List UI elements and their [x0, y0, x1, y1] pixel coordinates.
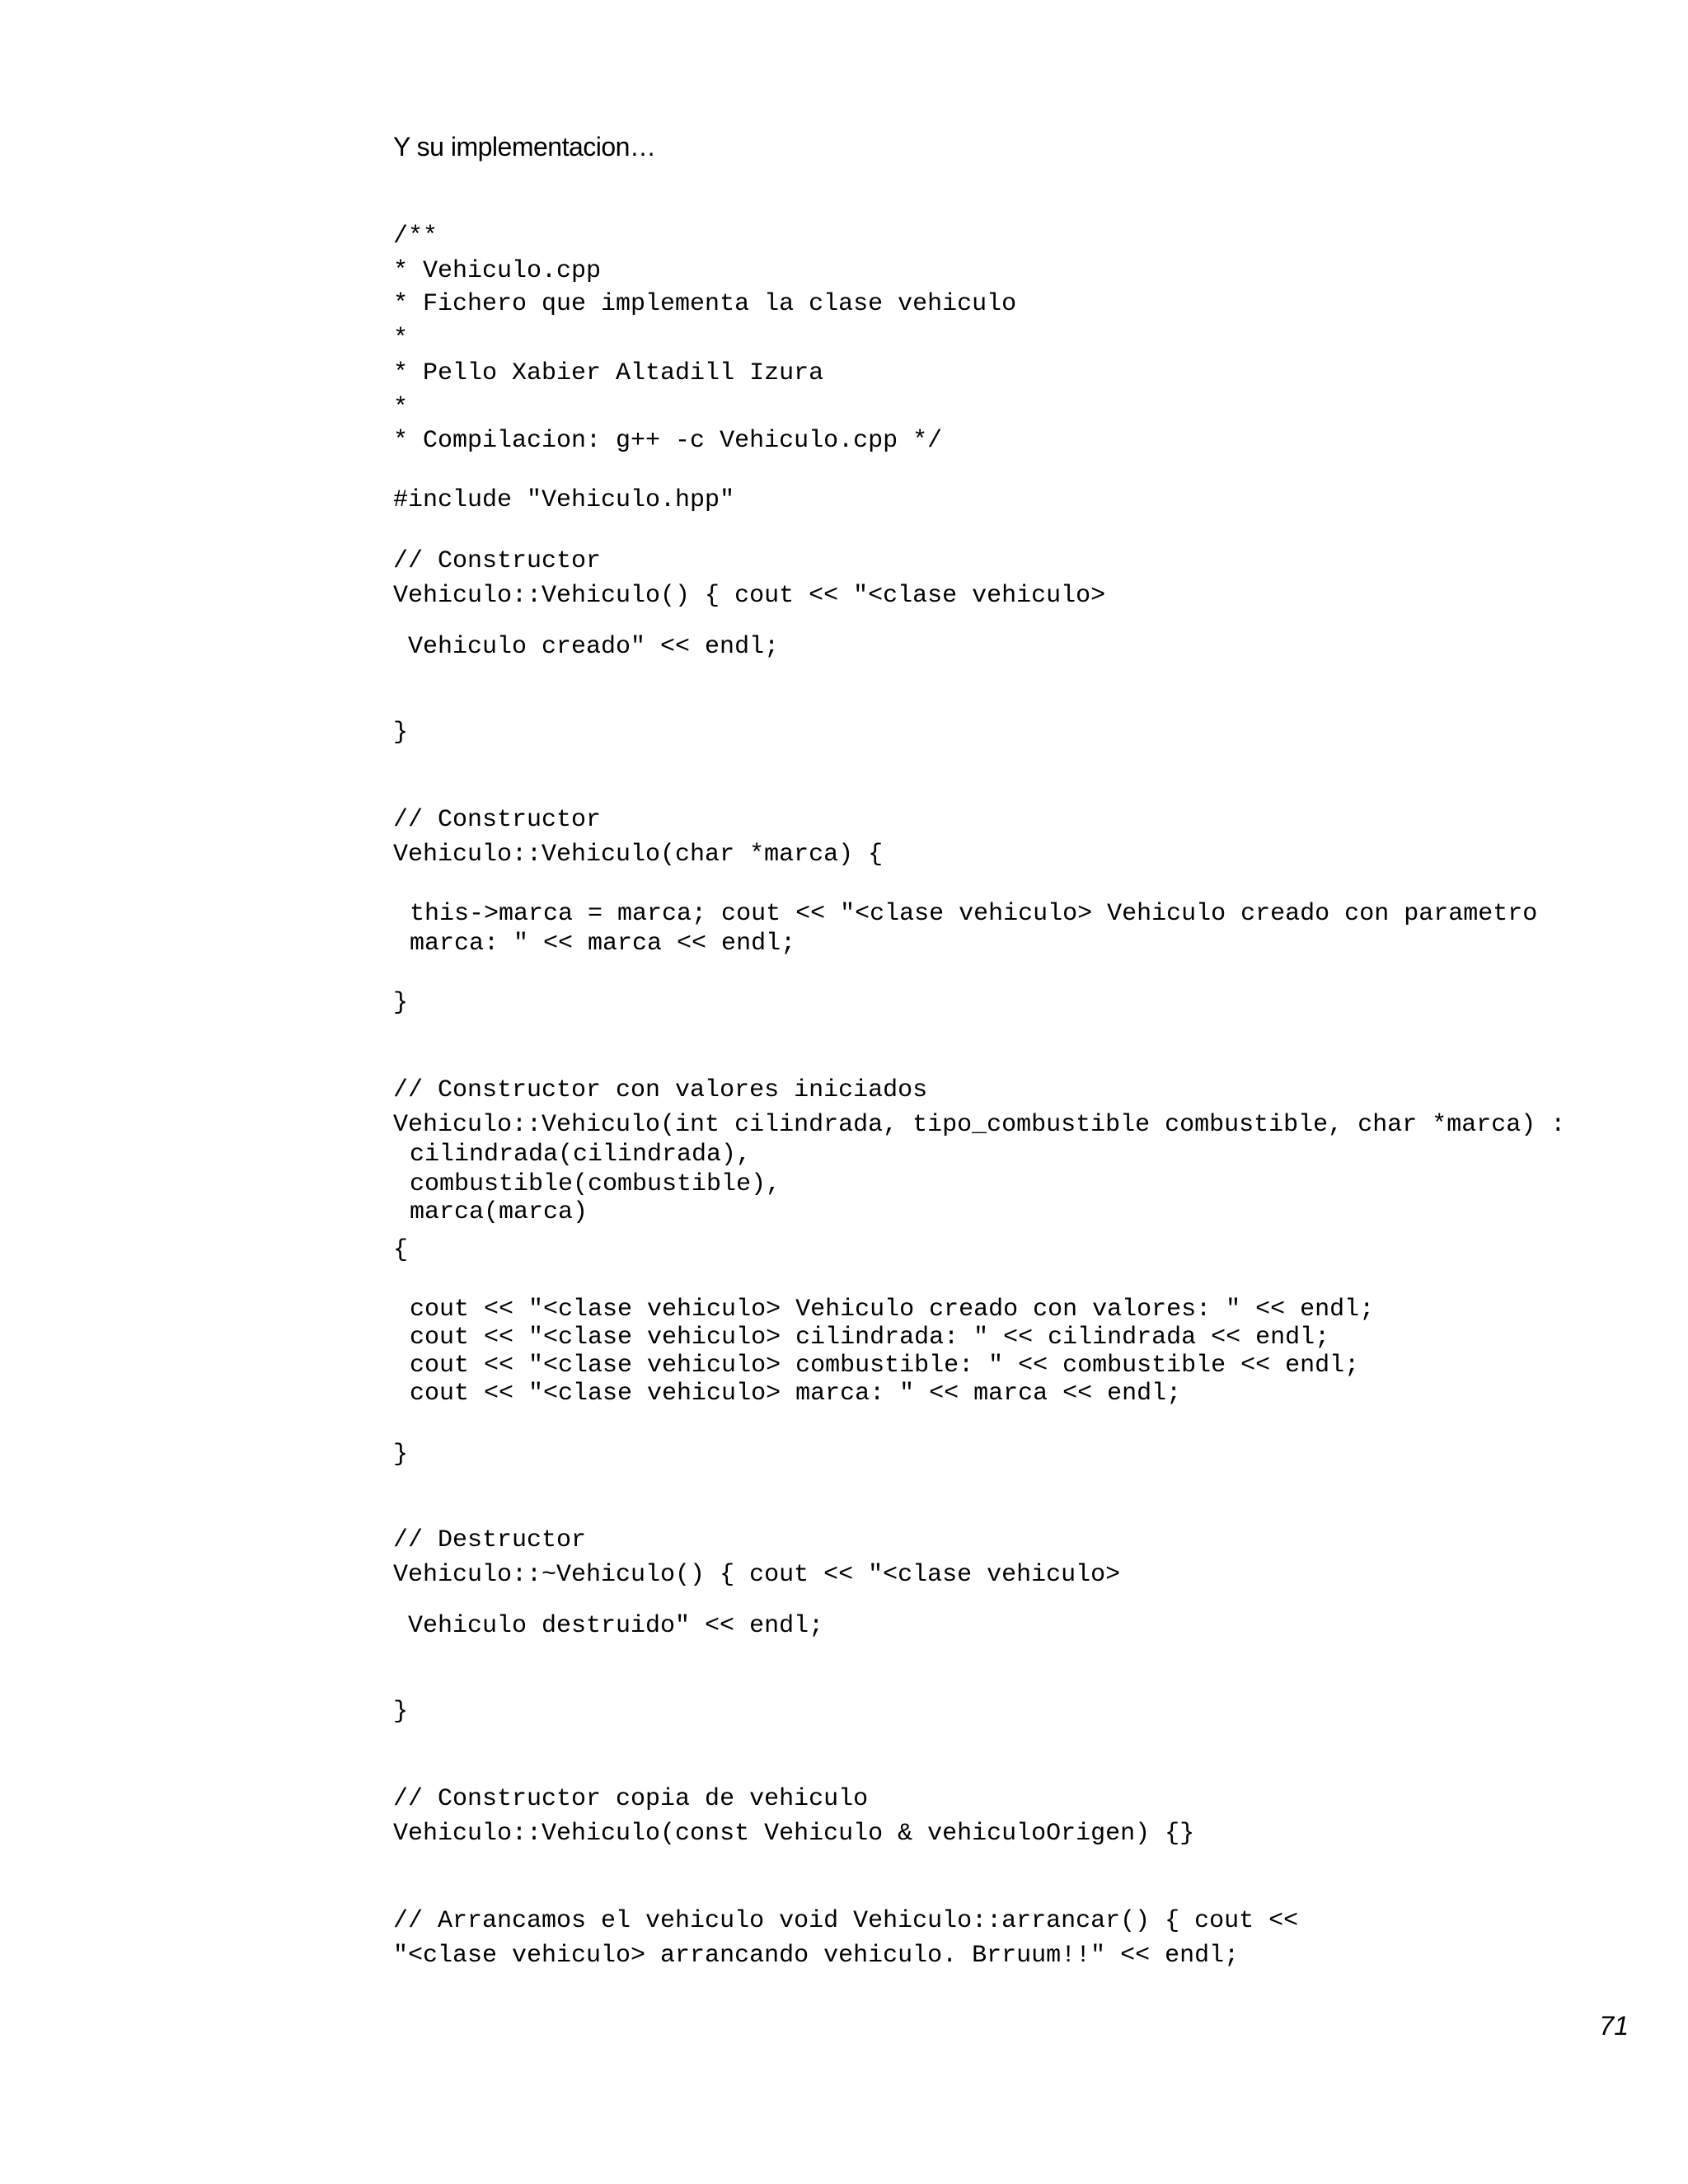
code-line: cilindrada(cilindrada),	[410, 1141, 752, 1169]
code-line: }	[393, 1698, 409, 1726]
code-line: *	[393, 394, 409, 422]
code-line: {	[393, 1236, 409, 1264]
code-line: }	[393, 719, 409, 747]
intro-text: Y su implementacion…	[393, 132, 656, 162]
code-line: Vehiculo creado" << endl;	[408, 633, 780, 661]
code-line: combustible(combustible),	[410, 1170, 781, 1198]
code-line: Vehiculo::Vehiculo() { cout << "<clase vehiculo>	[393, 582, 1106, 610]
code-comment: // Constructor copia de vehiculo	[393, 1785, 869, 1813]
code-line: Vehiculo::~Vehiculo() { cout << "<clase vehiculo>	[393, 1561, 1121, 1589]
code-line: * Fichero que implementa la clase vehiculo	[393, 290, 1017, 318]
code-line: "<clase vehiculo> arrancando vehiculo. Brruum!!" << endl;	[393, 1942, 1240, 1970]
code-line: *	[393, 325, 409, 353]
code-line: cout << "<clase vehiculo> cilindrada: " << cilindrada << endl;	[410, 1324, 1330, 1352]
code-line: /**	[393, 223, 438, 251]
code-line: }	[393, 1441, 409, 1469]
code-line: Vehiculo::Vehiculo(const Vehiculo & vehiculoOrigen) {}	[393, 1820, 1195, 1848]
code-comment: // Constructor con valores iniciados	[393, 1076, 928, 1104]
page-number: 71	[1599, 2011, 1629, 2041]
code-line: Vehiculo::Vehiculo(char *marca) {	[393, 841, 884, 869]
code-comment: // Arrancamos el vehiculo void Vehiculo::arrancar() { cout <<	[393, 1907, 1299, 1935]
code-line: * Vehiculo.cpp	[393, 257, 602, 285]
code-line: Vehiculo destruido" << endl;	[408, 1612, 824, 1640]
code-line: Vehiculo::Vehiculo(int cilindrada, tipo_combustible combustible, char *marca) :	[393, 1111, 1566, 1139]
code-line: * Compilacion: g++ -c Vehiculo.cpp */	[393, 427, 943, 455]
code-line: cout << "<clase vehiculo> combustible: " << combustible << endl;	[410, 1352, 1360, 1380]
code-comment: // Constructor	[393, 547, 602, 575]
code-line: }	[393, 989, 409, 1017]
code-line: marca(marca)	[410, 1198, 588, 1226]
code-line: cout << "<clase vehiculo> marca: " << marca << endl;	[410, 1380, 1182, 1408]
code-line: this->marca = marca; cout << "<clase vehiculo> Vehiculo creado con parametro	[410, 900, 1538, 928]
code-line: * Pello Xabier Altadill Izura	[393, 359, 824, 387]
code-line: marca: " << marca << endl;	[410, 930, 796, 958]
code-comment: // Constructor	[393, 806, 602, 834]
code-line: #include "Vehiculo.hpp"	[393, 486, 735, 514]
code-line: cout << "<clase vehiculo> Vehiculo creado con valores: " << endl;	[410, 1296, 1375, 1324]
code-comment: // Destructor	[393, 1526, 587, 1554]
